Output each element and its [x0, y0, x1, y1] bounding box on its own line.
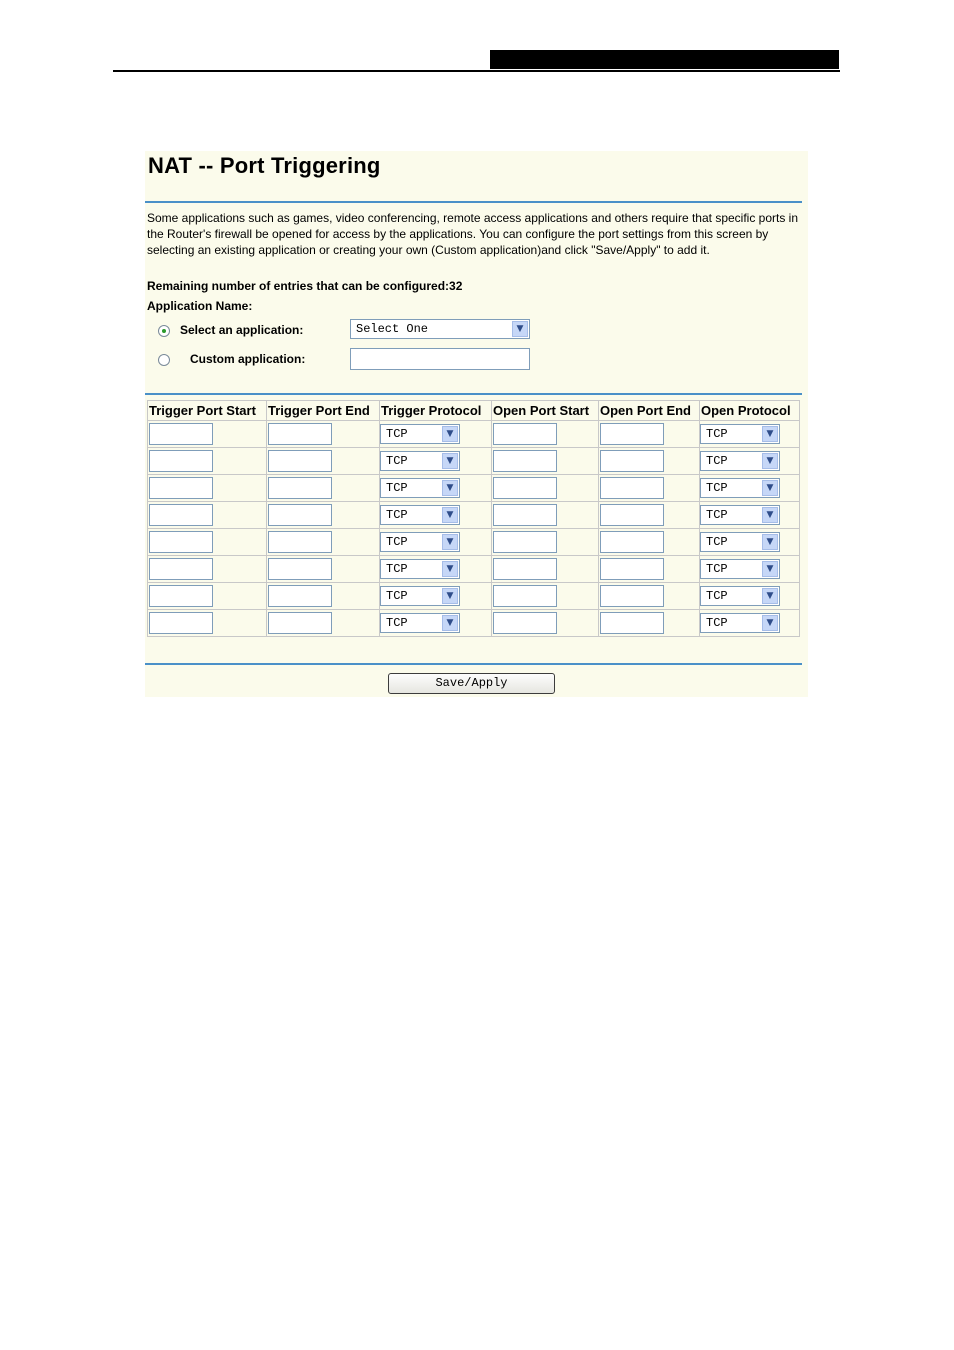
- header-bar: [490, 50, 839, 69]
- table-row: [148, 529, 800, 556]
- header-trigger-port-end: Trigger Port End: [267, 401, 380, 421]
- open-port-end-input[interactable]: [600, 423, 664, 445]
- open-port-end-input[interactable]: [600, 612, 664, 634]
- header-open-port-start: Open Port Start: [492, 401, 599, 421]
- trigger-protocol-value: TCP: [386, 508, 408, 522]
- page-description: Some applications such as games, video conferencing, remote access applications and others require that specific ports in the Router's firewall be opened for access by the applications. You can configure the port settings from this screen by selecting an existing application or creating your own (Custom application)and click "Save/Apply" to add it.: [147, 211, 799, 257]
- open-port-end-input[interactable]: [600, 585, 664, 607]
- trigger-protocol-select[interactable]: [380, 478, 460, 498]
- trigger-port-start-input[interactable]: [149, 504, 213, 526]
- open-port-start-input[interactable]: [493, 477, 557, 499]
- custom-application-label: Custom application:: [190, 352, 306, 366]
- divider-top: [145, 201, 802, 203]
- trigger-protocol-select[interactable]: [380, 532, 460, 552]
- open-protocol-value: TCP: [706, 616, 728, 630]
- custom-application-radio[interactable]: [158, 354, 170, 366]
- chevron-down-icon[interactable]: ▼: [762, 453, 778, 469]
- trigger-port-end-input[interactable]: [268, 585, 332, 607]
- trigger-port-start-input[interactable]: [149, 477, 213, 499]
- table-row: [148, 502, 800, 529]
- open-port-end-input[interactable]: [600, 531, 664, 553]
- table-row: [148, 583, 800, 610]
- trigger-protocol-value: TCP: [386, 454, 408, 468]
- chevron-down-icon[interactable]: ▼: [762, 507, 778, 523]
- open-protocol-select[interactable]: [700, 424, 780, 444]
- open-protocol-select[interactable]: [700, 586, 780, 606]
- open-protocol-value: TCP: [706, 454, 728, 468]
- open-port-end-input[interactable]: [600, 450, 664, 472]
- application-name-label: Application Name:: [147, 299, 253, 313]
- table-row: [148, 556, 800, 583]
- trigger-protocol-value: TCP: [386, 481, 408, 495]
- port-trigger-table: [147, 400, 800, 637]
- trigger-port-start-input[interactable]: [149, 450, 213, 472]
- header-trigger-protocol: Trigger Protocol: [380, 401, 492, 421]
- trigger-port-start-input[interactable]: [149, 558, 213, 580]
- trigger-port-end-input[interactable]: [268, 450, 332, 472]
- trigger-port-start-input[interactable]: [149, 423, 213, 445]
- chevron-down-icon[interactable]: ▼: [442, 453, 458, 469]
- divider-bottom: [145, 663, 802, 665]
- chevron-down-icon[interactable]: ▼: [442, 561, 458, 577]
- trigger-port-end-input[interactable]: [268, 504, 332, 526]
- open-protocol-value: TCP: [706, 427, 728, 441]
- chevron-down-icon[interactable]: ▼: [512, 321, 528, 337]
- trigger-protocol-value: TCP: [386, 535, 408, 549]
- chevron-down-icon[interactable]: ▼: [442, 480, 458, 496]
- trigger-protocol-value: TCP: [386, 616, 408, 630]
- table-header-row: [148, 401, 800, 421]
- open-port-start-input[interactable]: [493, 423, 557, 445]
- header-open-port-end: Open Port End: [599, 401, 700, 421]
- custom-application-input[interactable]: [350, 348, 530, 370]
- trigger-port-end-input[interactable]: [268, 477, 332, 499]
- chevron-down-icon[interactable]: ▼: [442, 615, 458, 631]
- open-protocol-value: TCP: [706, 508, 728, 522]
- chevron-down-icon[interactable]: ▼: [762, 615, 778, 631]
- open-protocol-select[interactable]: [700, 505, 780, 525]
- open-port-start-input[interactable]: [493, 531, 557, 553]
- chevron-down-icon[interactable]: ▼: [442, 588, 458, 604]
- open-port-start-input[interactable]: [493, 612, 557, 634]
- application-select[interactable]: [350, 319, 530, 339]
- table-row: [148, 475, 800, 502]
- chevron-down-icon[interactable]: ▼: [442, 507, 458, 523]
- trigger-protocol-value: TCP: [386, 589, 408, 603]
- open-protocol-value: TCP: [706, 589, 728, 603]
- application-select-value: Select One: [356, 322, 429, 336]
- trigger-port-end-input[interactable]: [268, 612, 332, 634]
- open-protocol-select[interactable]: [700, 613, 780, 633]
- trigger-protocol-select[interactable]: [380, 505, 460, 525]
- select-application-radio[interactable]: [158, 325, 170, 337]
- chevron-down-icon[interactable]: ▼: [442, 534, 458, 550]
- trigger-protocol-select[interactable]: [380, 613, 460, 633]
- open-protocol-value: TCP: [706, 481, 728, 495]
- remaining-entries: Remaining number of entries that can be configured:32: [147, 279, 463, 293]
- trigger-port-start-input[interactable]: [149, 531, 213, 553]
- table-row: [148, 448, 800, 475]
- trigger-port-start-input[interactable]: [149, 585, 213, 607]
- chevron-down-icon[interactable]: ▼: [762, 561, 778, 577]
- trigger-port-end-input[interactable]: [268, 531, 332, 553]
- open-protocol-value: TCP: [706, 562, 728, 576]
- open-protocol-select[interactable]: [700, 478, 780, 498]
- open-protocol-select[interactable]: [700, 559, 780, 579]
- trigger-protocol-select[interactable]: [380, 586, 460, 606]
- divider-middle: [145, 393, 802, 395]
- chevron-down-icon[interactable]: ▼: [762, 588, 778, 604]
- chevron-down-icon[interactable]: ▼: [762, 426, 778, 442]
- trigger-protocol-value: TCP: [386, 562, 408, 576]
- select-application-label: Select an application:: [180, 323, 304, 337]
- open-port-end-input[interactable]: [600, 504, 664, 526]
- open-protocol-select[interactable]: [700, 451, 780, 471]
- trigger-protocol-select[interactable]: [380, 424, 460, 444]
- open-port-start-input[interactable]: [493, 585, 557, 607]
- trigger-port-end-input[interactable]: [268, 558, 332, 580]
- open-port-end-input[interactable]: [600, 477, 664, 499]
- table-row: [148, 610, 800, 637]
- chevron-down-icon[interactable]: ▼: [762, 534, 778, 550]
- open-port-start-input[interactable]: [493, 450, 557, 472]
- port-triggering-panel: [145, 151, 808, 697]
- chevron-down-icon[interactable]: ▼: [762, 480, 778, 496]
- open-port-start-input[interactable]: [493, 504, 557, 526]
- trigger-port-end-input[interactable]: [268, 423, 332, 445]
- page-title: NAT -- Port Triggering: [148, 153, 381, 178]
- chevron-down-icon[interactable]: ▼: [442, 426, 458, 442]
- trigger-protocol-select[interactable]: [380, 559, 460, 579]
- header-rule: [113, 70, 840, 72]
- open-protocol-select[interactable]: [700, 532, 780, 552]
- trigger-port-start-input[interactable]: [149, 612, 213, 634]
- save-apply-button[interactable]: Save/Apply: [388, 673, 555, 694]
- trigger-protocol-select[interactable]: [380, 451, 460, 471]
- header-trigger-port-start: Trigger Port Start: [148, 401, 267, 421]
- open-port-start-input[interactable]: [493, 558, 557, 580]
- open-protocol-value: TCP: [706, 535, 728, 549]
- header-open-protocol: Open Protocol: [700, 401, 800, 421]
- trigger-protocol-value: TCP: [386, 427, 408, 441]
- table-row: [148, 421, 800, 448]
- open-port-end-input[interactable]: [600, 558, 664, 580]
